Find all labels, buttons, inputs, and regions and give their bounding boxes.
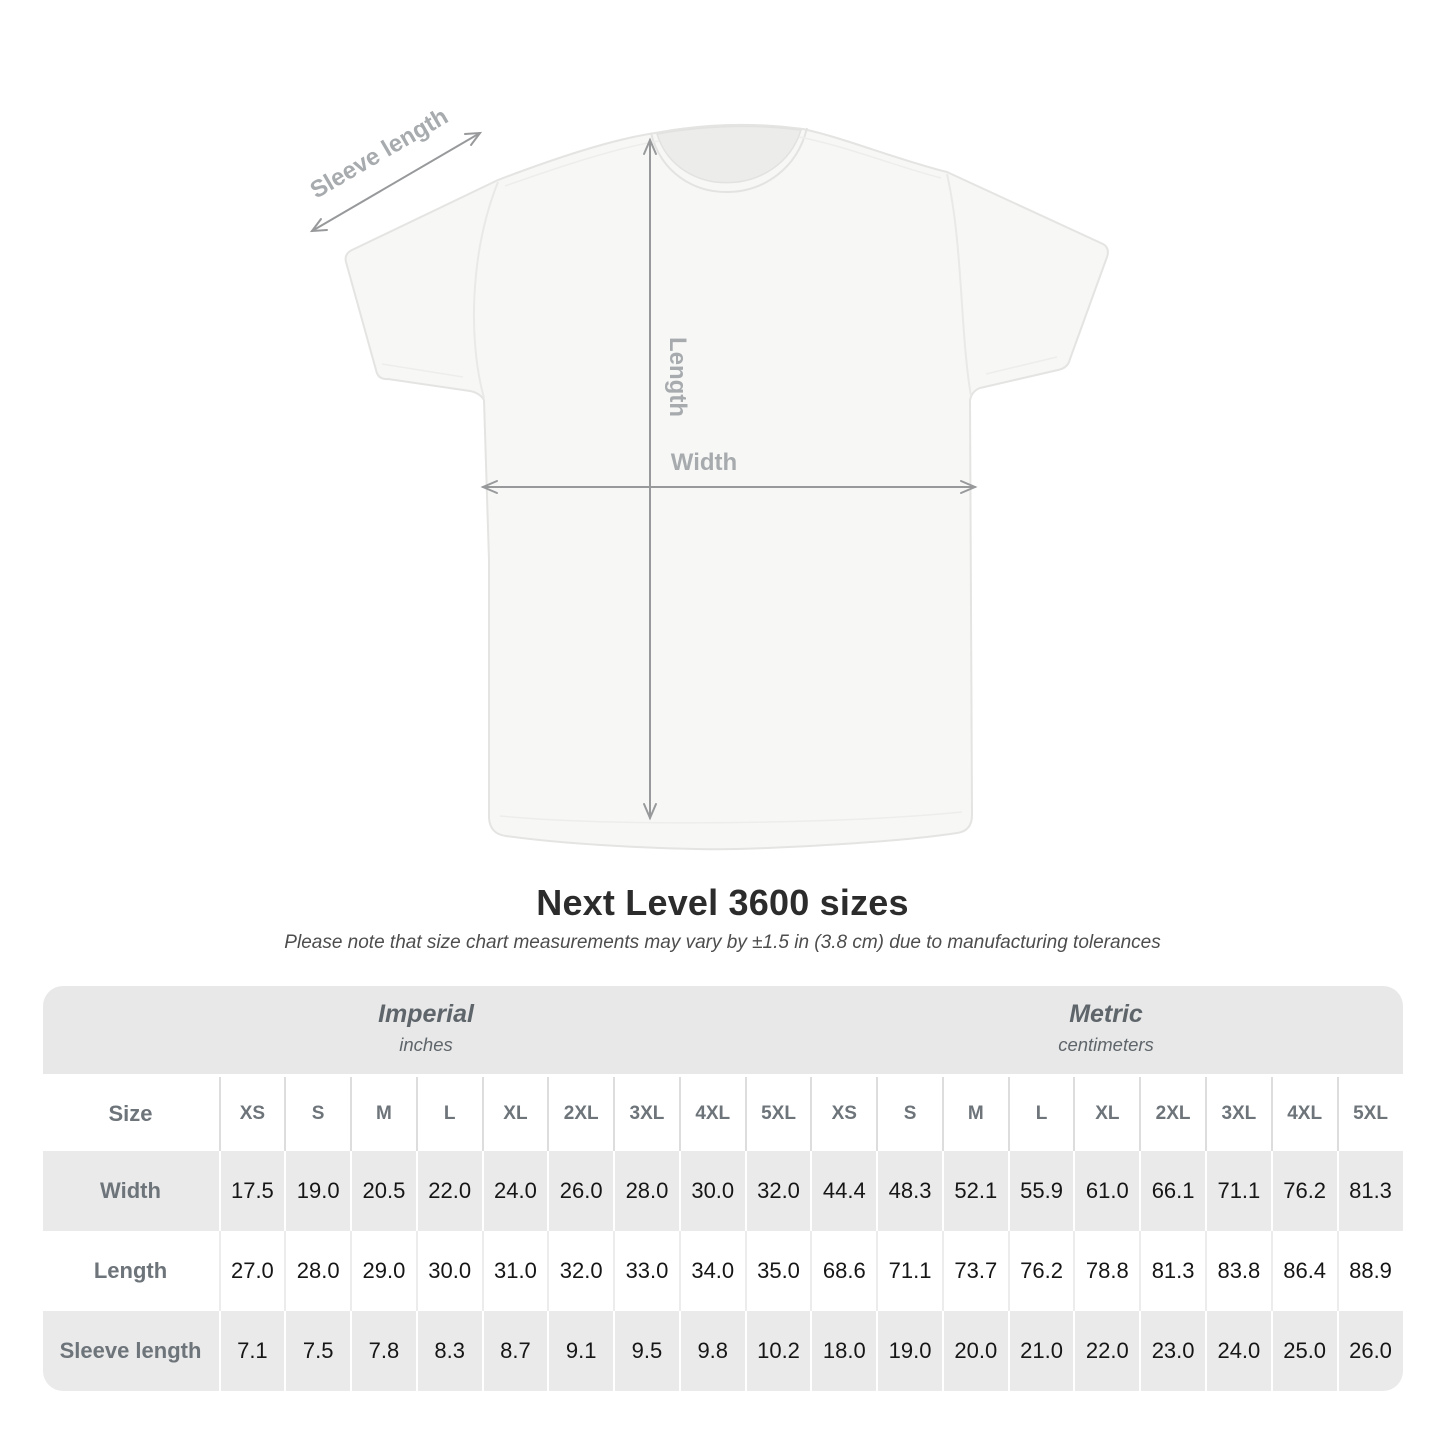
measurement-value-cell: 7.1	[219, 1311, 285, 1391]
measurement-value-cell: 83.8	[1205, 1231, 1271, 1311]
size-column-header: 5XL	[745, 1077, 811, 1151]
measurement-value-cell: 33.0	[613, 1231, 679, 1311]
size-column-header: 3XL	[613, 1077, 679, 1151]
measurement-value-cell: 81.3	[1139, 1231, 1205, 1311]
measurement-value-cell: 9.5	[613, 1311, 679, 1391]
imperial-header	[43, 986, 810, 1074]
measurement-value-cell: 88.9	[1337, 1231, 1403, 1311]
size-column-header: M	[942, 1077, 1008, 1151]
measurement-value-cell: 52.1	[942, 1151, 1008, 1231]
measurement-value-cell: 25.0	[1271, 1311, 1337, 1391]
measurement-value-cell: 7.5	[284, 1311, 350, 1391]
measurement-value-cell: 19.0	[284, 1151, 350, 1231]
size-column-header: XS	[219, 1077, 285, 1151]
measurement-value-cell: 19.0	[876, 1311, 942, 1391]
imperial-title: Imperial	[378, 1000, 474, 1028]
imperial-unit: inches	[399, 1034, 453, 1055]
metric-unit: centimeters	[1058, 1034, 1154, 1055]
size-column-header: 4XL	[679, 1077, 745, 1151]
measurement-value-cell: 48.3	[876, 1151, 942, 1231]
measurement-row-label: Sleeve length	[43, 1311, 219, 1391]
measurement-value-cell: 23.0	[1139, 1311, 1205, 1391]
size-column-header: S	[284, 1077, 350, 1151]
size-column-header: M	[350, 1077, 416, 1151]
size-column-header: 5XL	[1337, 1077, 1403, 1151]
measurement-value-cell: 20.0	[942, 1311, 1008, 1391]
measurement-row	[43, 1151, 1403, 1231]
measurement-value-cell: 32.0	[745, 1151, 811, 1231]
measurement-row-label: Width	[43, 1151, 219, 1231]
size-column-header: L	[416, 1077, 482, 1151]
measurement-value-cell: 27.0	[219, 1231, 285, 1311]
measurement-value-cell: 17.5	[219, 1151, 285, 1231]
unit-header-band	[43, 986, 1403, 1074]
measurement-value-cell: 22.0	[416, 1151, 482, 1231]
measurement-value-cell: 44.4	[810, 1151, 876, 1231]
measurement-row-label: Length	[93, 1258, 168, 1283]
size-table	[43, 986, 1403, 1391]
size-header-row	[43, 1077, 1403, 1151]
measurement-value-cell: 76.2	[1271, 1151, 1337, 1231]
size-column-header: L	[1008, 1077, 1074, 1151]
measurement-value-cell: 86.4	[1271, 1231, 1337, 1311]
measurement-value-cell: 66.1	[1139, 1151, 1205, 1231]
measurement-value-cell: 10.2	[745, 1311, 811, 1391]
measurement-row	[43, 1231, 1403, 1311]
measurement-value-cell: 30.0	[416, 1231, 482, 1311]
size-chart-table	[43, 1077, 1403, 1391]
size-column-header: S	[876, 1077, 942, 1151]
measurement-value-cell: 9.1	[547, 1311, 613, 1391]
measurement-value-cell: 68.6	[810, 1231, 876, 1311]
measurement-value-cell: 9.8	[679, 1311, 745, 1391]
measurement-value-cell: 8.3	[416, 1311, 482, 1391]
measurement-value-cell: 71.1	[876, 1231, 942, 1311]
measurement-row	[43, 1311, 1403, 1391]
measurement-value-cell: 8.7	[482, 1311, 548, 1391]
metric-title: Metric	[1069, 1000, 1143, 1028]
metric-header	[810, 986, 1403, 1074]
measurement-value-cell: 24.0	[482, 1151, 548, 1231]
size-column-header: 2XL	[547, 1077, 613, 1151]
size-column-header: XS	[810, 1077, 876, 1151]
measurement-value-cell: 30.0	[679, 1151, 745, 1231]
tolerance-note: Please note that size chart measurements may vary by ±1.5 in (3.8 cm) due to manufacturing tolerances	[284, 932, 1161, 953]
measurement-value-cell: 29.0	[350, 1231, 416, 1311]
measurement-value-cell: 34.0	[679, 1231, 745, 1311]
measurement-value-cell: 35.0	[745, 1231, 811, 1311]
measurement-value-cell: 7.8	[350, 1311, 416, 1391]
measurement-value-cell: 28.0	[613, 1151, 679, 1231]
measurement-value-cell: 81.3	[1337, 1151, 1403, 1231]
measurement-value-cell: 21.0	[1008, 1311, 1074, 1391]
size-column-header: XL	[1073, 1077, 1139, 1151]
size-column-header: 3XL	[1205, 1077, 1271, 1151]
measurement-value-cell: 73.7	[942, 1231, 1008, 1311]
measurement-value-cell: 76.2	[1008, 1231, 1074, 1311]
measurement-value-cell: 31.0	[482, 1231, 548, 1311]
size-column-header: 2XL	[1139, 1077, 1205, 1151]
measurement-value-cell: 18.0	[810, 1311, 876, 1391]
size-row-label: Size	[108, 1101, 153, 1126]
length-arrow-label: Length	[664, 337, 691, 417]
sleeve-length-arrow-label: Sleeve length	[305, 102, 453, 205]
measurement-value-cell: 71.1	[1205, 1151, 1271, 1231]
width-arrow-label: Width	[670, 449, 738, 476]
measurement-value-cell: 28.0	[284, 1231, 350, 1311]
measurement-value-cell: 78.8	[1073, 1231, 1139, 1311]
measurement-value-cell: 55.9	[1008, 1151, 1074, 1231]
size-column-header: 4XL	[1271, 1077, 1337, 1151]
size-column-header: XL	[482, 1077, 548, 1151]
measurement-value-cell: 22.0	[1073, 1311, 1139, 1391]
measurement-value-cell: 24.0	[1205, 1311, 1271, 1391]
measurement-value-cell: 61.0	[1073, 1151, 1139, 1231]
measurement-value-cell: 26.0	[1337, 1311, 1403, 1391]
measurement-value-cell: 32.0	[547, 1231, 613, 1311]
measurement-value-cell: 26.0	[547, 1151, 613, 1231]
page-title: Next Level 3600 sizes	[536, 882, 909, 923]
measurement-value-cell: 20.5	[350, 1151, 416, 1231]
